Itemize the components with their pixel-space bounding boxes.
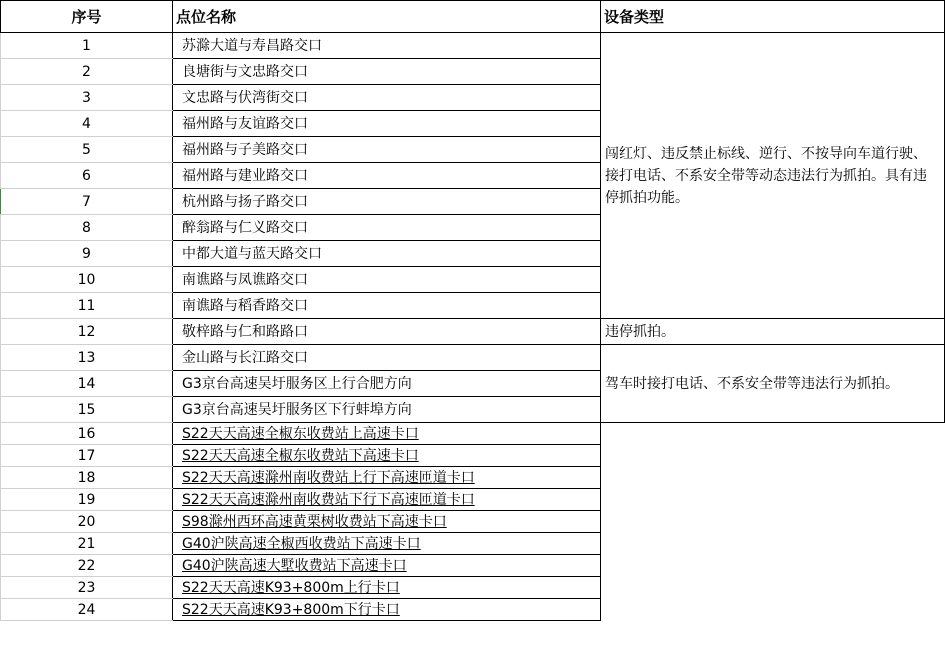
- row-seq: 3: [1, 85, 173, 111]
- row-seq: 16: [1, 423, 173, 445]
- row-location: S98滁州西环高速黄栗树收费站下高速卡口: [173, 511, 601, 533]
- row-location: 福州路与建业路交口: [173, 163, 601, 189]
- row-seq: 7: [1, 189, 173, 215]
- row-seq: 15: [1, 397, 173, 423]
- device-type-group3: 驾车时接打电话、不系安全带等违法行为抓拍。: [601, 345, 945, 423]
- row-seq: 20: [1, 511, 173, 533]
- row-seq: 1: [1, 33, 173, 59]
- row-seq: 21: [1, 533, 173, 555]
- row-location: S22天天高速滁州南收费站下行下高速匝道卡口: [173, 489, 601, 511]
- row-location: 中都大道与蓝天路交口: [173, 241, 601, 267]
- header-seq: 序号: [1, 1, 173, 33]
- device-type-group2: 违停抓拍。: [601, 319, 945, 345]
- row-seq: 6: [1, 163, 173, 189]
- row-seq: 18: [1, 467, 173, 489]
- row-location: G3京台高速吴圩服务区下行蚌埠方向: [173, 397, 601, 423]
- row-seq: 13: [1, 345, 173, 371]
- row-location: 苏滁大道与寿昌路交口: [173, 33, 601, 59]
- row-location: S22天天高速全椒东收费站上高速卡口: [173, 423, 601, 445]
- row-location: G3京台高速吴圩服务区上行合肥方向: [173, 371, 601, 397]
- row-seq: 14: [1, 371, 173, 397]
- row-location: 福州路与子美路交口: [173, 137, 601, 163]
- header-device-type: 设备类型: [601, 1, 945, 33]
- row-location: S22天天高速K93+800m下行卡口: [173, 599, 601, 621]
- device-type-empty: [601, 423, 945, 621]
- row-seq: 12: [1, 319, 173, 345]
- row-seq: 19: [1, 489, 173, 511]
- row-location: 福州路与友谊路交口: [173, 111, 601, 137]
- row-seq: 17: [1, 445, 173, 467]
- row-seq: 2: [1, 59, 173, 85]
- table-row: [1, 423, 945, 445]
- row-location: S22天天高速滁州南收费站上行下高速匝道卡口: [173, 467, 601, 489]
- row-location: 醉翁路与仁义路交口: [173, 215, 601, 241]
- row-location: 南谯路与稻香路交口: [173, 293, 601, 319]
- table-row: [1, 319, 945, 345]
- row-location: 南谯路与凤谯路交口: [173, 267, 601, 293]
- row-location: G40沪陕高速全椒西收费站下高速卡口: [173, 533, 601, 555]
- row-location: 良塘街与文忠路交口: [173, 59, 601, 85]
- row-seq: 11: [1, 293, 173, 319]
- row-location: G40沪陕高速大墅收费站下高速卡口: [173, 555, 601, 577]
- header-location: 点位名称: [173, 1, 601, 33]
- row-location: S22天天高速全椒东收费站下高速卡口: [173, 445, 601, 467]
- table-row: [1, 345, 945, 371]
- row-seq: 10: [1, 267, 173, 293]
- row-seq: 24: [1, 599, 173, 621]
- row-seq: 22: [1, 555, 173, 577]
- row-location: 金山路与长江路交口: [173, 345, 601, 371]
- device-type-group1: 闯红灯、违反禁止标线、逆行、不按导向车道行驶、接打电话、不系安全带等动态违法行为抓拍。具有违停抓拍功能。: [601, 33, 945, 319]
- row-seq: 5: [1, 137, 173, 163]
- row-location: S22天天高速K93+800m上行卡口: [173, 577, 601, 599]
- row-seq: 9: [1, 241, 173, 267]
- row-location: 文忠路与伏湾街交口: [173, 85, 601, 111]
- header-row: [1, 1, 945, 33]
- row-location: 敬梓路与仁和路路口: [173, 319, 601, 345]
- row-seq: 8: [1, 215, 173, 241]
- table-row: [1, 33, 945, 59]
- row-seq: 4: [1, 111, 173, 137]
- row-location: 杭州路与扬子路交口: [173, 189, 601, 215]
- row-seq: 23: [1, 577, 173, 599]
